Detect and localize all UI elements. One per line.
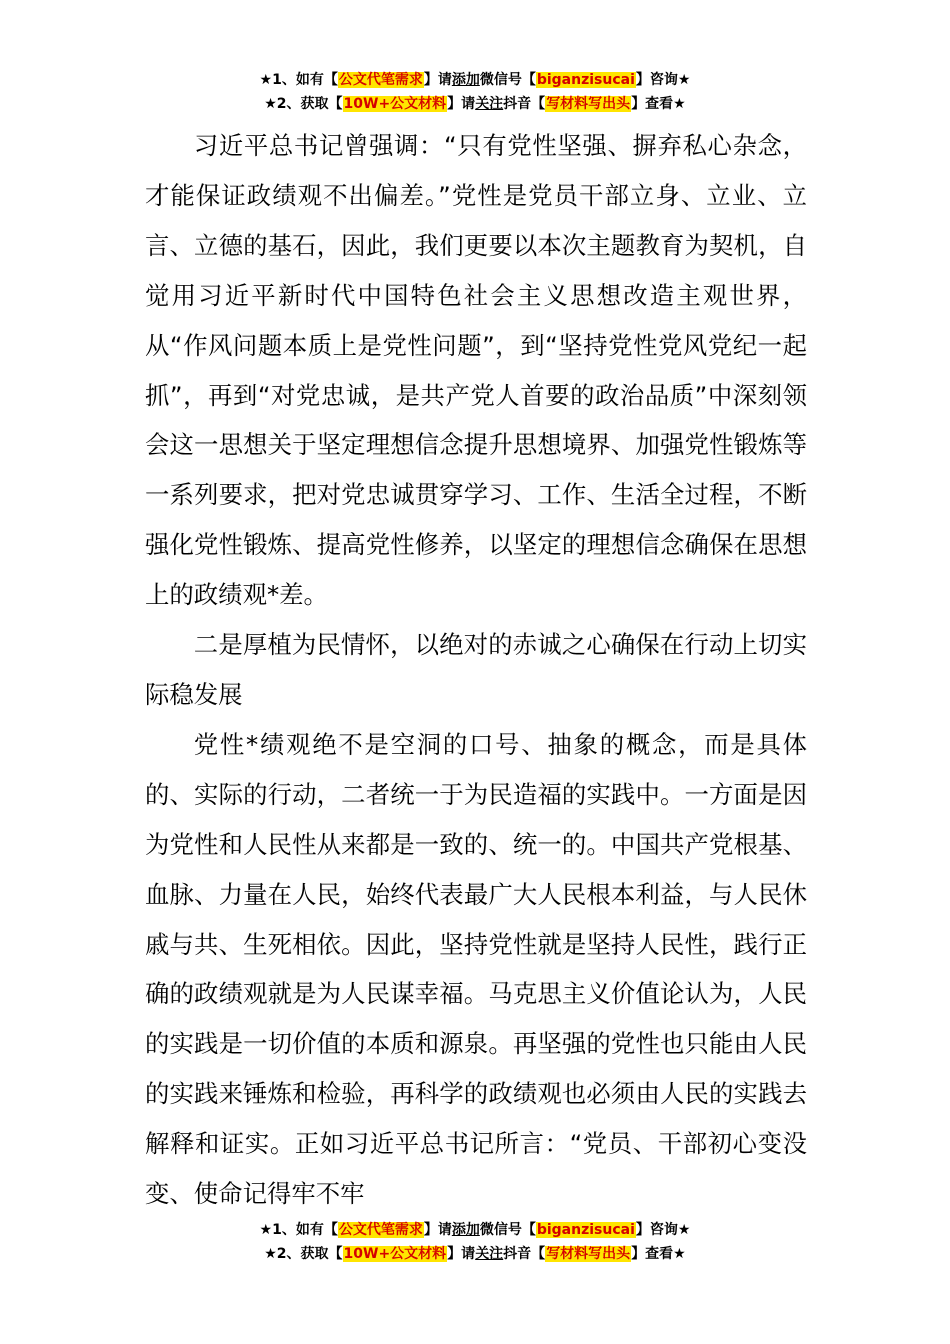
banner-text: 】请: [447, 96, 476, 112]
highlight-materials: 10W+公文材料: [343, 1246, 447, 1262]
banner-text: 微信号【: [479, 72, 536, 88]
banner-text: 】请: [447, 1246, 476, 1262]
banner-text: 抖音【: [503, 96, 546, 112]
banner-text: 】咨询★: [635, 1222, 691, 1238]
banner-text: 微信号【: [479, 1222, 536, 1238]
banner-text: ★2、获取【: [264, 1246, 343, 1262]
banner-underlined: 关注: [475, 1246, 504, 1262]
banner-text: 】请: [423, 72, 452, 88]
banner-text: 抖音【: [503, 1246, 546, 1262]
banner-text: 】咨询★: [635, 72, 691, 88]
header-banner: [0, 68, 950, 116]
highlight-service: 公文代笔需求: [338, 72, 423, 88]
highlight-materials: 10W+公文材料: [343, 96, 447, 112]
banner-text: ★1、如有【: [259, 1222, 338, 1238]
banner-line-2: [0, 1242, 950, 1266]
banner-line-1: [0, 68, 950, 92]
paragraph: 习近平总书记曾强调：“只有党性坚强、摒弃私心杂念，才能保证政绩观不出偏差。”党性是党员干部立身、立业、立言、立德的基石，因此，我们更要以本次主题教育为契机，自觉用习近平新时代中国特色社会主义思想改造主观世界，从“作风问题本质上是党性问题”，到“坚持党性党风党纪一起抓”，再到“对党忠诚，是共产党人首要的政治品质”中深刻领会这一思想关于坚定理想信念提升思想境界、加强党性锻炼等一系列要求，把对党忠诚贯穿学习、工作、生活全过程，不断强化党性锻炼、提高党性修养，以坚定的理想信念确保在思想上的政绩观*差。: [145, 131, 807, 610]
banner-line-2: [0, 92, 950, 116]
banner-underlined: 关注: [475, 96, 504, 112]
highlight-douyin-id: 写材料写出头: [546, 96, 631, 112]
highlight-wechat-id: biganzisucai: [536, 72, 635, 88]
highlight-service: 公文代笔需求: [338, 1222, 423, 1238]
highlight-douyin-id: 写材料写出头: [546, 1246, 631, 1262]
banner-underlined: 添加: [451, 1222, 480, 1238]
banner-text: 】请: [423, 1222, 452, 1238]
banner-text: ★1、如有【: [259, 72, 338, 88]
banner-text: 】查看★: [631, 1246, 686, 1262]
footer-banner: [0, 1218, 950, 1266]
banner-underlined: 添加: [451, 72, 480, 88]
paragraph: 党性*绩观绝不是空洞的口号、抽象的概念，而是具体的、实际的行动，二者统一于为民造福的实践中。一方面是因为党性和人民性从来都是一致的、统一的。中国共产党根基、血脉、力量在人民，始终代表最广大人民根本利益，与人民休戚与共、生死相依。因此，坚持党性就是坚持人民性，践行正确的政绩观就是为人民谋幸福。马克思主义价值论认为，人民的实践是一切价值的本质和源泉。再坚强的党性也只能由人民的实践来锤炼和检验，再科学的政绩观也必须由人民的实践去解释和证实。正如习近平总书记所言：“党员、干部初心变没变、使命记得牢不牢: [145, 729, 807, 1209]
banner-text: ★2、获取【: [264, 96, 343, 112]
highlight-wechat-id: biganzisucai: [536, 1222, 635, 1238]
document-body: [145, 121, 807, 1219]
banner-line-1: [0, 1218, 950, 1242]
section-heading: 二是厚植为民情怀，以绝对的赤诚之心确保在行动上切实际稳发展: [145, 630, 807, 709]
banner-text: 】查看★: [631, 96, 686, 112]
